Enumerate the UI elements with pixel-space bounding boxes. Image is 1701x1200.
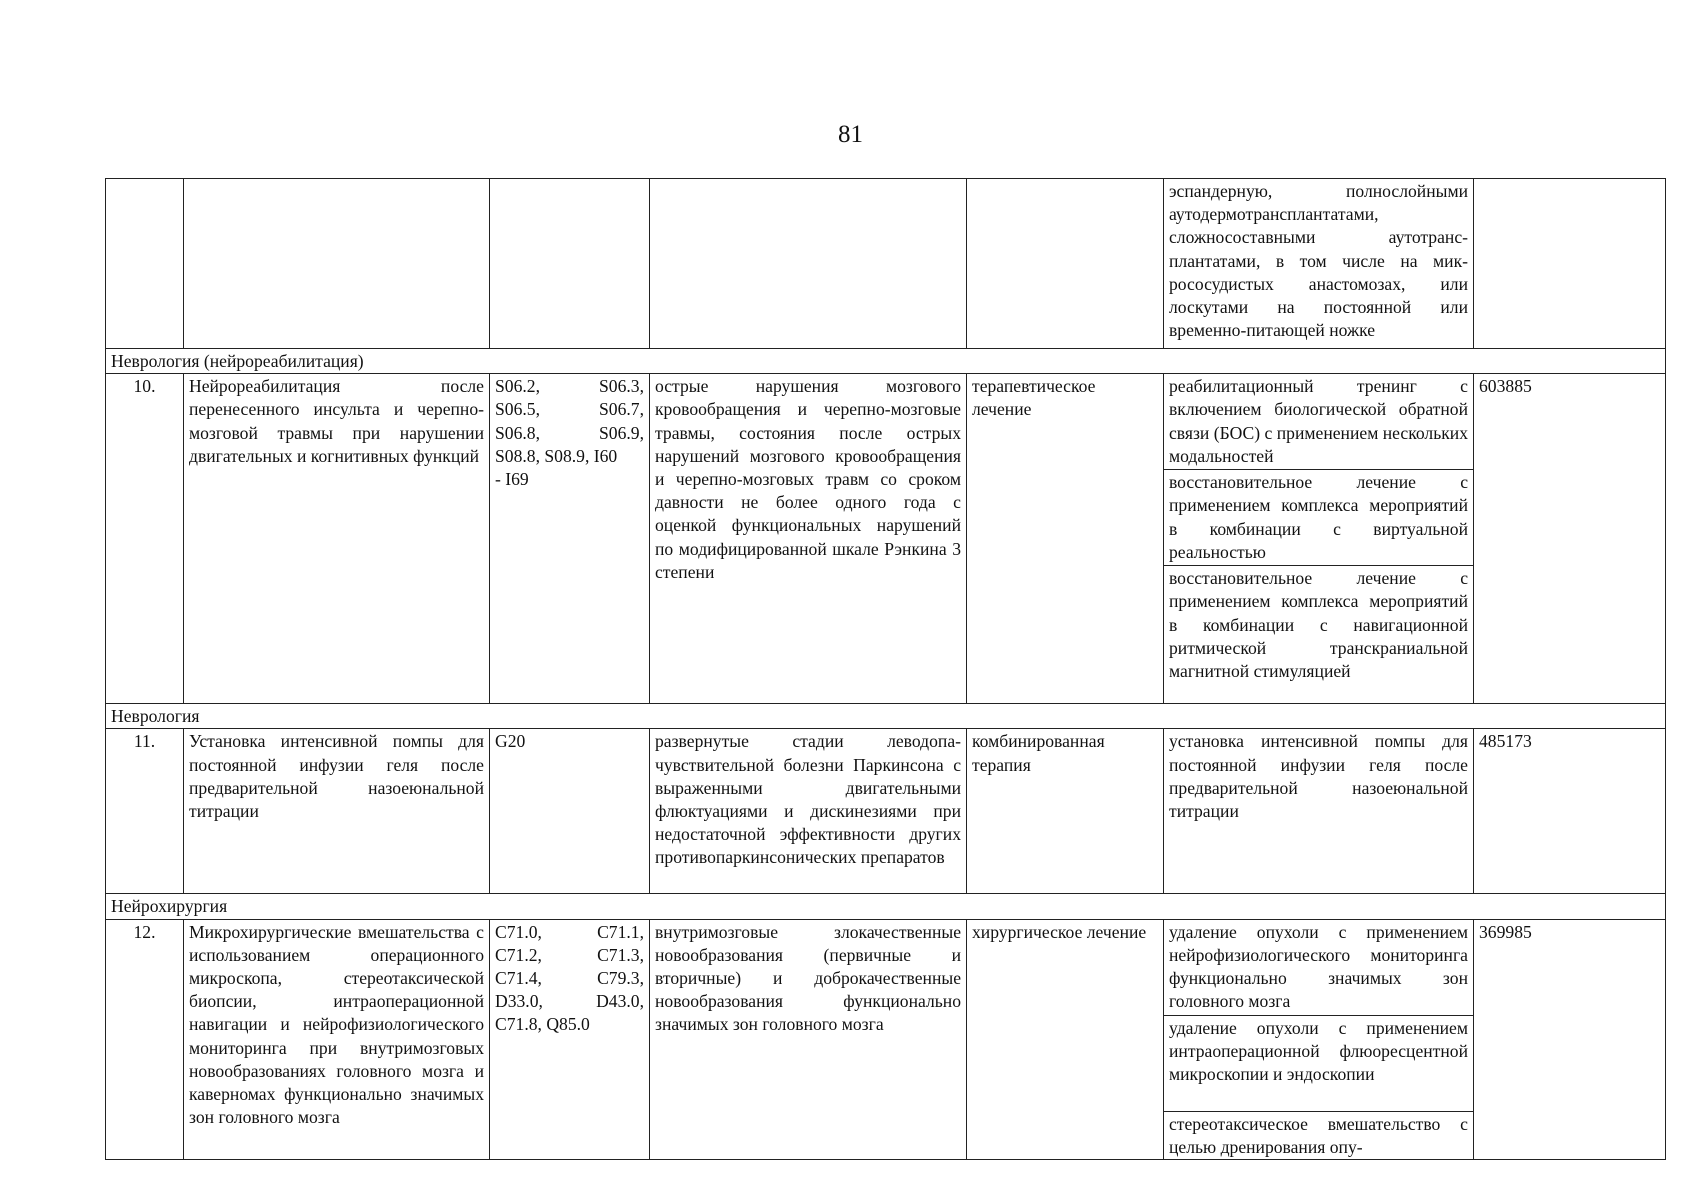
cell-model bbox=[650, 179, 967, 349]
code-line: S06.8, S06.9, bbox=[495, 422, 644, 443]
cell-method bbox=[1164, 179, 1474, 349]
text-line: сложносоставными аутотранс- bbox=[1169, 227, 1468, 248]
section-header-row bbox=[106, 349, 1666, 374]
cell-codes bbox=[490, 919, 650, 1159]
text-line: лоскутами на постоянной или bbox=[1169, 297, 1468, 318]
cell-treatment: хирургическое лечение bbox=[967, 919, 1164, 1159]
cell-num: 11. bbox=[106, 729, 184, 894]
text-line: эспандерную, полнослойными bbox=[1169, 181, 1468, 201]
code-line: D33.0, D43.0, bbox=[495, 991, 644, 1012]
code-line: - I69 bbox=[495, 469, 529, 490]
cell-method: реабилитационный тренинг с включением биологической обратной связи (БОС) с применением нескольких модальностей bbox=[1164, 374, 1474, 470]
cell-method: удаление опухоли с применением нейрофизиологического мониторинга функционально значимых зон головного мозга bbox=[1164, 919, 1474, 1015]
text-line: аутодермотрансплантатами, bbox=[1169, 204, 1379, 225]
cell-method: установка интенсивной помпы для постоянной инфузии геля после предварительной назоеюнальной титрации bbox=[1164, 729, 1474, 894]
text-line: рососудистых анастомозах, или bbox=[1169, 273, 1468, 294]
cell-name bbox=[184, 179, 490, 349]
cell-model: развернутые стадии леводопа-чувствительной болезни Паркинсона с выраженными двигательными флюктуациями и дискинезиями при недостаточной эффективности других противопаркинсонических препаратов bbox=[650, 729, 967, 894]
cell-num bbox=[106, 179, 184, 349]
medical-care-table bbox=[105, 178, 1666, 1160]
cell-codes bbox=[490, 374, 650, 704]
section-title: Неврология (нейрореабилитация) bbox=[106, 349, 1666, 374]
section-header-row bbox=[106, 704, 1666, 729]
section-title: Неврология bbox=[106, 704, 1666, 729]
cell-name: Установка интенсивной помпы для постоянной инфузии геля после предварительной назоеюнальной титрации bbox=[184, 729, 490, 894]
cell-treatment: терапевтическое лечение bbox=[967, 374, 1164, 704]
cell-treatment: комбинированная терапия bbox=[967, 729, 1164, 894]
code-line: C71.8, Q85.0 bbox=[495, 1014, 590, 1035]
text-line: временно-питающей ножке bbox=[1169, 320, 1376, 341]
code-line: C71.0, C71.1, bbox=[495, 921, 644, 942]
table-row bbox=[106, 729, 1666, 894]
code-line: C71.4, C79.3, bbox=[495, 968, 644, 989]
cell-name: Нейрореабилитация после перенесенного инсульта и черепно-мозговой травмы при нарушении двигательных и когнитивных функций bbox=[184, 374, 490, 704]
section-title: Нейрохирургия bbox=[106, 894, 1666, 919]
continuation-row bbox=[106, 179, 1666, 349]
page-number: 81 bbox=[838, 121, 863, 148]
cell-codes: G20 bbox=[490, 729, 650, 894]
code-line: C71.2, C71.3, bbox=[495, 944, 644, 965]
cell-method: удаление опухоли с применением интраоперационной флюоресцентной микроскопии и эндоскопии bbox=[1164, 1015, 1474, 1111]
cell-method: восстановительное лечение с применением комплекса мероприятий в комбинации с виртуальной реальностью bbox=[1164, 470, 1474, 566]
cell-cost: 485173 bbox=[1474, 729, 1666, 894]
cell-method: стереотаксическое вмешательство с целью дренирования опу- bbox=[1164, 1111, 1474, 1159]
table-row bbox=[106, 374, 1666, 470]
cell-num: 12. bbox=[106, 919, 184, 1159]
code-line: S08.8, S08.9, I60 bbox=[495, 445, 618, 466]
cell-cost bbox=[1474, 179, 1666, 349]
section-header-row bbox=[106, 894, 1666, 919]
cell-cost: 369985 bbox=[1474, 919, 1666, 1159]
cell-model: внутримозговые злокачественные новообразования (первичные и вторичные) и доброкачественные новообразования функционально значимых зон головного мозга bbox=[650, 919, 967, 1159]
cell-name: Микрохирургические вмешательства с использованием операционного микроскопа, стереотаксической биопсии, интраоперационной навигации и нейрофизиологического мониторинга при внутримозговых новообразованиях головного мозга и каверномах функционально значимых зон головного мозга bbox=[184, 919, 490, 1159]
cell-codes bbox=[490, 179, 650, 349]
cell-model: острые нарушения мозгового кровообращения и черепно-мозговые травмы, состояния после острых нарушений мозгового кровообращения и черепно-мозговых травм со сроком давности не более одного года с оценкой функциональных нарушений по модифицированной шкале Рэнкина 3 степени bbox=[650, 374, 967, 704]
cell-treatment bbox=[967, 179, 1164, 349]
table-row bbox=[106, 919, 1666, 1015]
text-line: плантатами, в том числе на мик- bbox=[1169, 250, 1468, 271]
cell-cost: 603885 bbox=[1474, 374, 1666, 704]
code-line: S06.5, S06.7, bbox=[495, 399, 644, 420]
cell-num: 10. bbox=[106, 374, 184, 704]
cell-method: восстановительное лечение с применением комплекса мероприятий в комбинации с навигационной ритмической транскраниальной магнитной стимуляцией bbox=[1164, 566, 1474, 704]
code-line: S06.2, S06.3, bbox=[495, 376, 644, 397]
